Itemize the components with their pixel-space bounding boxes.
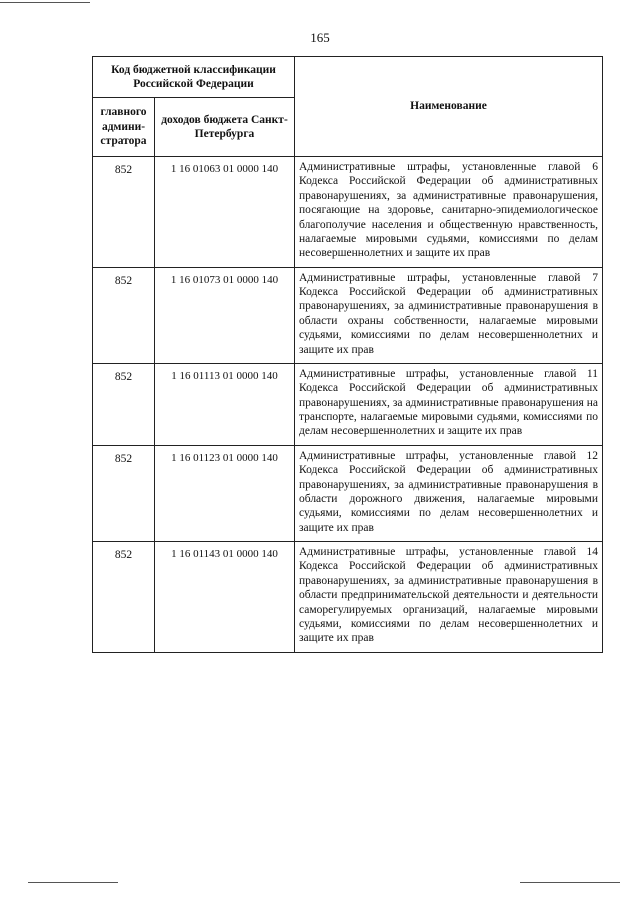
- description-cell: Административные штрафы, установленные главой 14 Кодекса Российской Федерации об административных правонарушениях, за административные правонарушения в области предпринимательской деятельности и деятельности саморегулируемых организаций, налагаемые мировыми судьями, комиссиями по делам несовершеннолетних и защите их прав: [295, 542, 603, 653]
- admin-code-cell: 852: [93, 542, 155, 653]
- income-code-cell: 1 16 01123 01 0000 140: [155, 445, 295, 541]
- description-cell: Административные штрафы, установленные главой 6 Кодекса Российской Федерации об административных правонарушениях, за административные правонарушения, посягающие на здоровье, санитарно-эпидемиологическое благополучие населения и общественную нравственность, налагаемые мировыми судьями, комиссиями по делам несовершеннолетних и защите их прав: [295, 157, 603, 268]
- admin-code-cell: 852: [93, 363, 155, 445]
- table-row: [93, 157, 603, 268]
- description-cell: Административные штрафы, установленные главой 12 Кодекса Российской Федерации об административных правонарушениях, за административные правонарушения в области дорожного движения, налагаемые мировыми судьями, комиссиями по делам несовершеннолетних и защите их прав: [295, 445, 603, 541]
- scan-artifact-bottom-right: [520, 882, 620, 883]
- header-income-code: доходов бюджета Санкт-Петербурга: [155, 98, 295, 157]
- scan-artifact-bottom: [28, 882, 118, 883]
- admin-code-cell: 852: [93, 157, 155, 268]
- header-name: Наименование: [295, 57, 603, 157]
- header-budget-classification: Код бюджетной классификации Российской Федерации: [93, 57, 295, 98]
- income-code-cell: 1 16 01143 01 0000 140: [155, 542, 295, 653]
- scan-artifact-top: [0, 2, 90, 3]
- admin-code-cell: 852: [93, 445, 155, 541]
- table-row: [93, 445, 603, 541]
- header-main-administrator: главного админи-стратора: [93, 98, 155, 157]
- income-code-cell: 1 16 01063 01 0000 140: [155, 157, 295, 268]
- table-row: [93, 542, 603, 653]
- description-cell: Административные штрафы, установленные главой 11 Кодекса Российской Федерации об административных правонарушениях, за административные правонарушения на транспорте, налагаемые мировыми судьями, комиссиями по делам несовершеннолетних и защите их прав: [295, 363, 603, 445]
- table-row: [93, 267, 603, 363]
- income-code-cell: 1 16 01073 01 0000 140: [155, 267, 295, 363]
- admin-code-cell: 852: [93, 267, 155, 363]
- table-row: [93, 363, 603, 445]
- budget-classification-table: [92, 56, 603, 653]
- page-number: 165: [310, 30, 330, 45]
- income-code-cell: 1 16 01113 01 0000 140: [155, 363, 295, 445]
- description-cell: Административные штрафы, установленные главой 7 Кодекса Российской Федерации об административных правонарушениях, за административные правонарушения в области охраны собственности, налагаемые мировыми судьями, комиссиями по делам несовершеннолетних и защите их прав: [295, 267, 603, 363]
